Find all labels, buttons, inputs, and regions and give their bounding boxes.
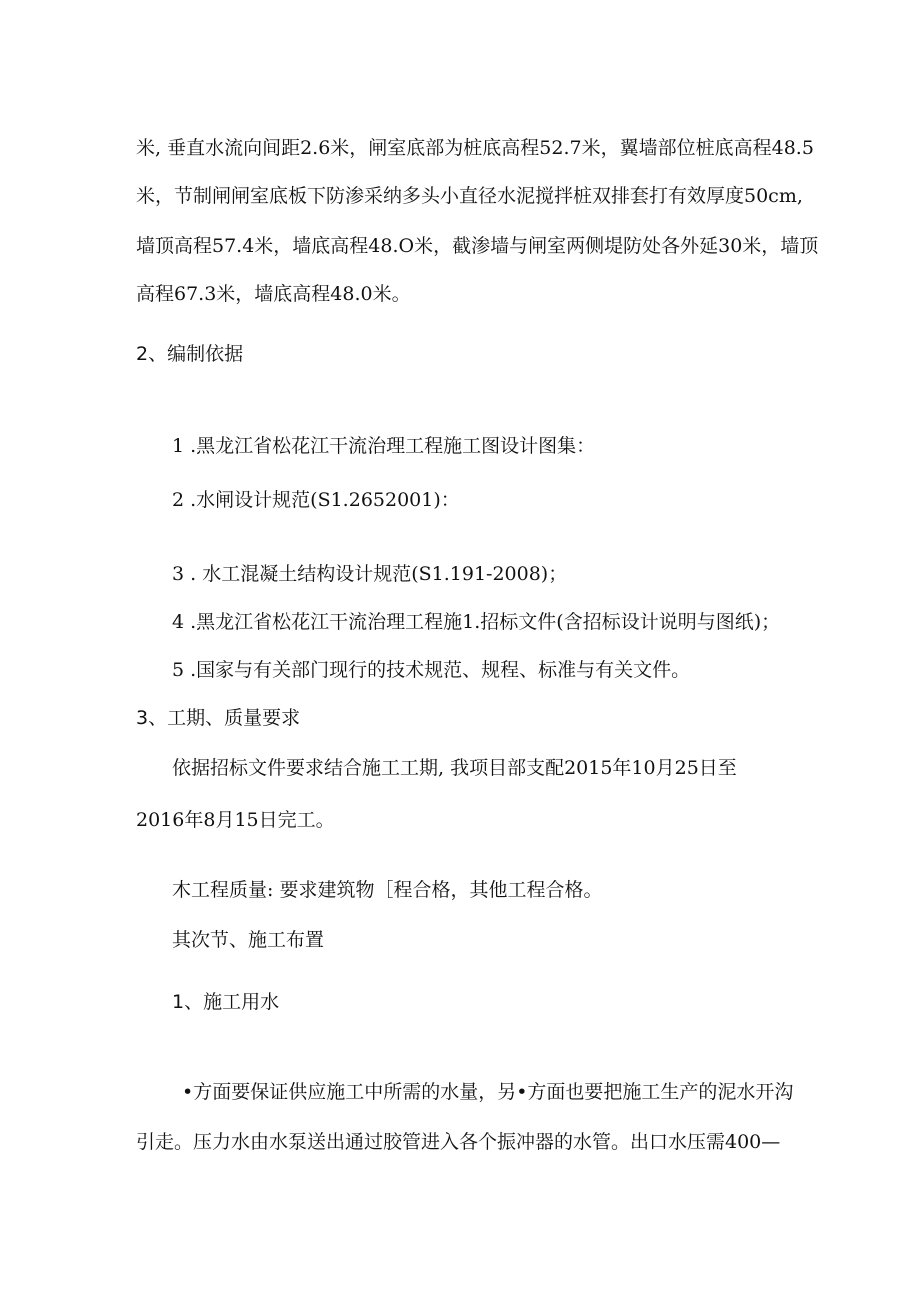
construction-water-heading: 1、施工用水 (172, 991, 280, 1013)
reference-item-4: 4 .黑龙江省松花江干流治理工程施1.招标文件(含招标设计说明与图纸)； (172, 611, 781, 633)
section-2-heading: 2、编制依据 (136, 343, 244, 365)
reference-item-5: 5 .国家与有关部门现行的技术规范、规程、标准与有关文件。 (172, 659, 691, 681)
water-paragraph-line-1: •方面要保证供应施工中所需的水量，另•方面也要把施工生产的泥水开沟 (182, 1081, 794, 1103)
schedule-line-1: 依据招标文件要求结合施工工期, 我项目部支配2015年10月25日至 (172, 757, 737, 779)
reference-item-2: 2 .水闸设计规范(S1.2652001)： (172, 489, 460, 511)
intro-line-4: 高程67.3米，墙底高程48.0米。 (136, 283, 411, 305)
section-3-heading: 3、工期、质量要求 (136, 707, 301, 729)
water-paragraph-line-2: 引走。压力水由水泵送出通过胶管进入各个振冲器的水管。出口水压需400— (136, 1131, 781, 1153)
intro-line-3: 墙顶高程57.4米，墙底高程48.O米，截渗墙与闸室两侧堤防处各外延30米，墙顶 (136, 235, 819, 257)
schedule-line-2: 2016年8月15日完工。 (136, 809, 335, 831)
reference-item-3: 3 . 水工混凝土结构设计规范(S1.191-2008)； (172, 563, 568, 585)
quality-requirement: 木工程质量: 要求建筑物［程合格，其他工程合格。 (172, 879, 603, 901)
reference-item-1: 1 .黑龙江省松花江干流治理工程施工图设计图集： (172, 435, 596, 457)
intro-line-1: 米, 垂直水流向间距2.6米，闸室底部为桩底高程52.7米，翼墙部位桩底高程48.5 (136, 137, 814, 159)
intro-line-2: 米，节制闸闸室底板下防渗采纳多头小直径水泥搅拌桩双排套打有效厚度50cm, (136, 185, 803, 207)
chapter-2-heading: 其次节、施工布置 (172, 929, 325, 951)
